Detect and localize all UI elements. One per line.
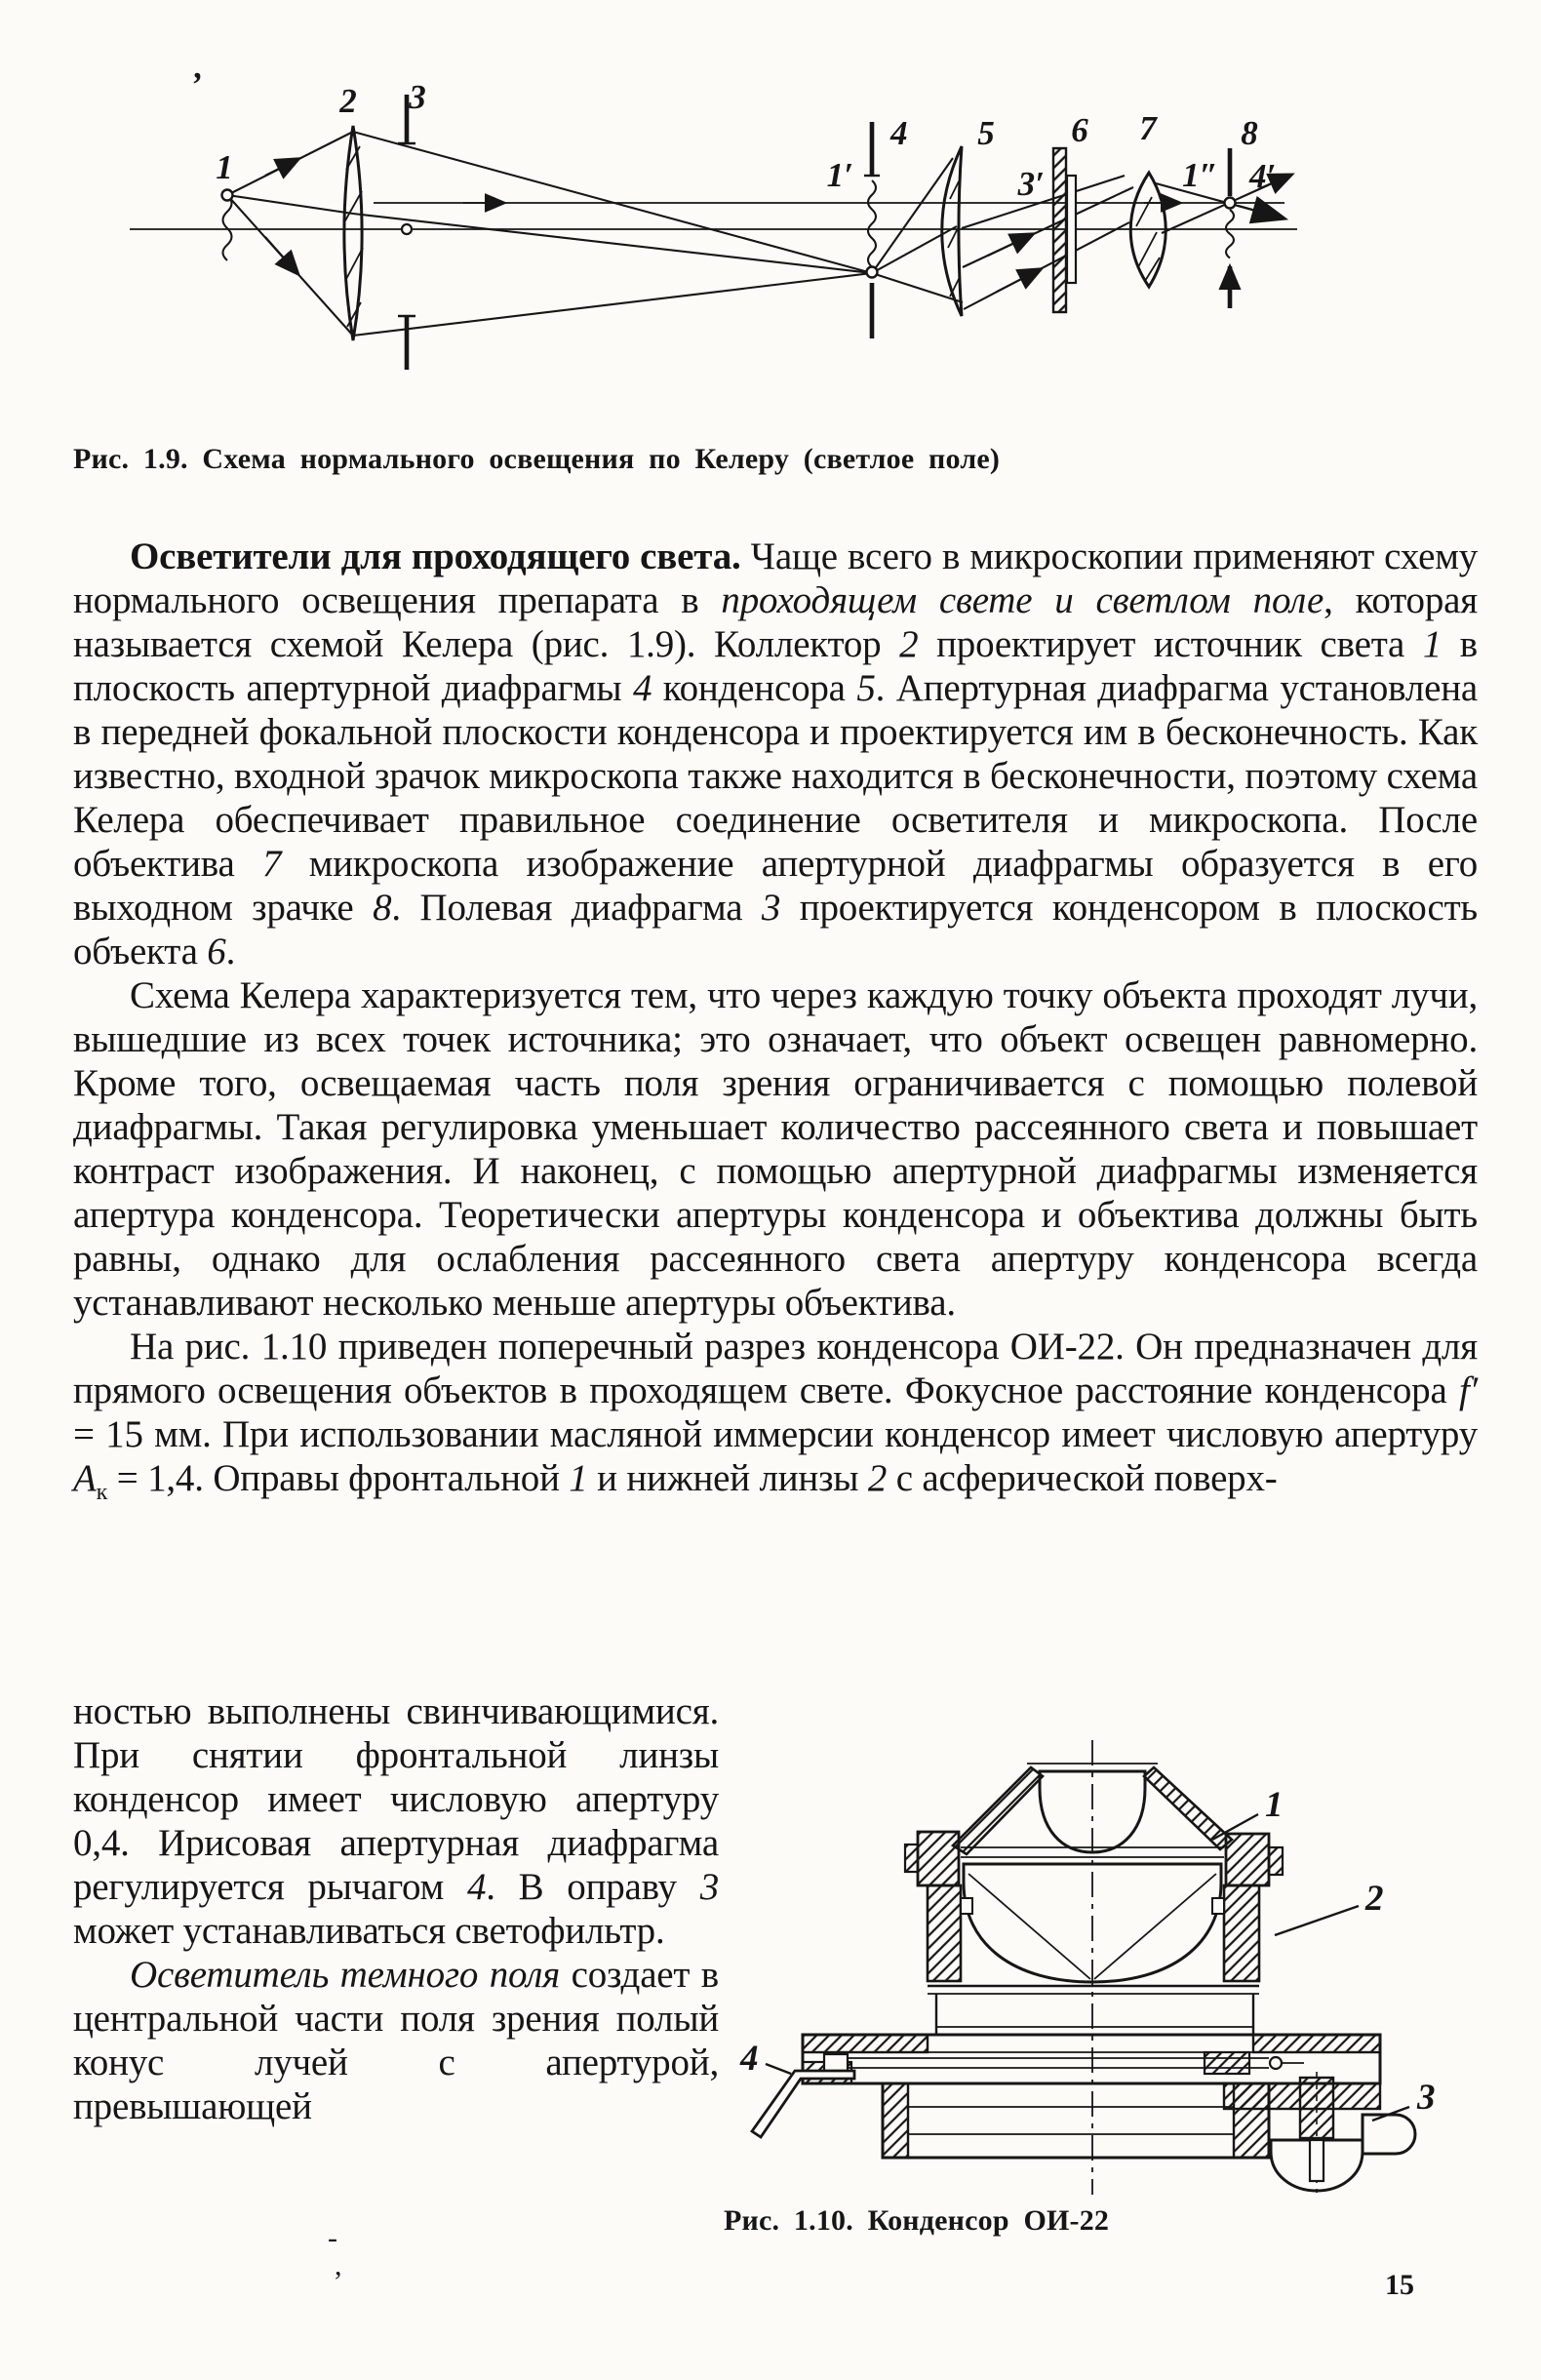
label-front-lens-1: 1 (1265, 1785, 1284, 1825)
label-filter-mount-3: 3 (1417, 2078, 1436, 2118)
lower-barrel (883, 2083, 1269, 2158)
label-aperture-diaphragm-4: 4 (890, 114, 908, 152)
paragraph-4: Осветитель темного поля создает в центральной части поля зрения полый конус лучей с апертурой, превышающей (73, 1954, 720, 2127)
paragraph-1-lead: Осветители для проходящего света. (130, 536, 741, 577)
narrow-text-column (73, 1689, 719, 2128)
label-condenser-5: 5 (977, 114, 995, 152)
condenser-lens-5 (942, 146, 962, 316)
label-field-image-3p: 3′ (1017, 165, 1045, 203)
stray-tick-mark: ’ (190, 65, 202, 103)
exit-pupil-8 (1225, 148, 1236, 308)
label-field-diaphragm-3: 3 (409, 78, 426, 116)
paragraph-2: Схема Келера характеризуется тем, что через каждую точку объекта проходят лучи, вышедшие из всех точек источника; это означает, что объект освещен равномерно. Кроме того, освещаемая часть поля зрения ограничивается с помощью полевой диафрагмы. Такая регулировка уменьшает количество рассеянного света и повышает контраст изображения. И наконец, с помощью апертурной диафрагмы изменяется апертура конденсора. Теоретически апертуры конденсора и объектива должны быть равны, однако для ослабления рассеянного света апертуру конденсора всегда устанавливают несколько меньше апертуры объектива. (73, 974, 1478, 1324)
aperture-diaphragm-4 (864, 122, 880, 338)
paragraph-3-wide: На рис. 1.10 приведен поперечный разрез конденсора ОИ-22. Он предназначен для прямого освещения объектов в проходящем свете. Фокусное расстояние конденсора f′ = 15 мм. При использовании масляной иммерсии конденсор имеет числовую апертуру $A_к = 1,4$. Оправы фронтальной 1 и нижней линзы 2 с асферической поверх- (73, 1326, 1478, 1505)
collector-lens-2 (344, 126, 363, 340)
label-lower-lens-2: 2 (1365, 1879, 1384, 1919)
paragraph-3-continued: ностью выполнены свинчивающимися. При снятии фронтальной линзы конденсор имеет числовую апертуру 0,4. Ирисовая апертурная диафрагма регулируется рычагом 4. В оправу 3 может устанавливаться светофильтр. (73, 1690, 719, 1952)
label-iris-lever-4: 4 (740, 2039, 759, 2079)
label-collector-2: 2 (339, 82, 357, 120)
label-object-6: 6 (1071, 111, 1088, 149)
figure-1-9-caption: Рис. 1.9. Схема нормального освещения по Келеру (светлое поле) (73, 443, 1001, 475)
lens-body-walls (928, 1885, 1259, 2035)
label-objective-7: 7 (1139, 109, 1157, 147)
label-exit-pupil-8: 8 (1241, 114, 1258, 152)
focal-point-marker (402, 224, 412, 234)
label-source-image-1pp: 1″ (1182, 156, 1218, 194)
light-source-1 (222, 190, 233, 261)
figure-1-10-condenser-drawing (727, 1734, 1541, 2241)
page-number: 15 (1385, 2269, 1414, 2301)
scan-artifact-dash: - (328, 2222, 337, 2254)
figure-1-9-optical-diagram (122, 51, 1380, 402)
object-plane-6 (1053, 148, 1076, 312)
scan-artifact-comma: , (335, 2249, 342, 2281)
main-text-column (73, 535, 1479, 1505)
paragraph-1: Осветители для проходящего света. Чаще всего в микроскопии применяют схему нормального освещения препарата в проходящем свете и светлом поле, которая называется схемой Келера (рис. 1.9). Коллектор 2 проектирует источник света 1 в плоскость апертурной диафрагмы 4 конденсора 5. Апертурная диафрагма установлена в передней фокальной плоскости конденсора и проектируется им в бесконечность. Как известно, входной зрачок микроскопа также находится в бесконечности, поэтому схема Келера обеспечивает правильное соединение осветителя и микроскопа. После объектива 7 микроскопа изображение апертурной диафрагмы образуется в его выходном зрачке 8. Полевая диафрагма 3 проектируется конденсором в плоскость объекта 6. (73, 536, 1479, 972)
subscript-k: к (96, 1478, 108, 1505)
label-source-1: 1 (216, 148, 233, 186)
label-diaphragm-image-4p: 4′ (1249, 157, 1277, 195)
label-source-image-1p: 1′ (826, 156, 853, 194)
figure-1-10-caption: Рис. 1.10. Конденсор ОИ-22 (724, 2204, 1110, 2237)
figure-1-10-leader-lines (766, 1814, 1409, 2121)
